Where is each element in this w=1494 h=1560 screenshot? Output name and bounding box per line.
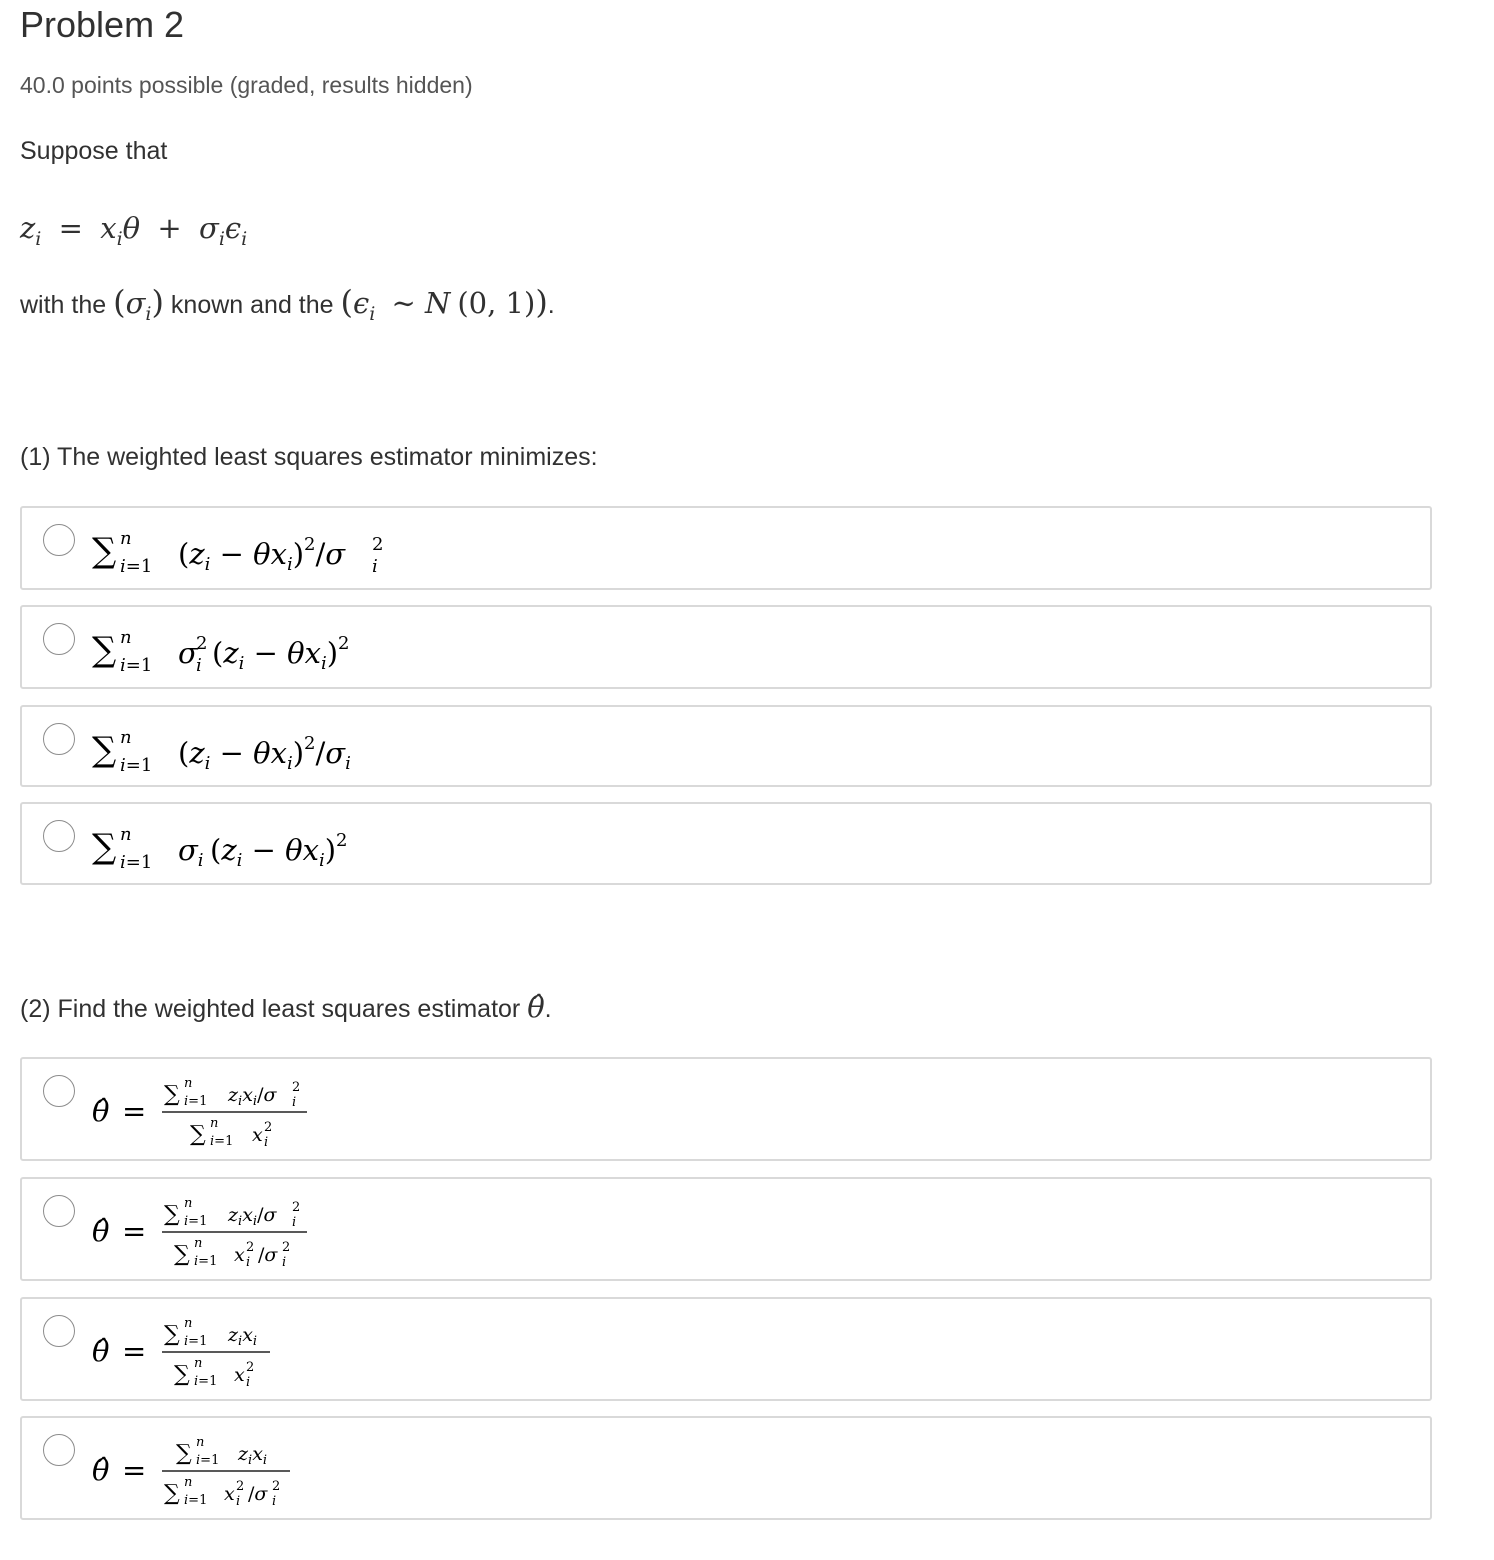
- svg-text:∑: ∑: [164, 1082, 180, 1107]
- svg-text:i: i: [246, 1375, 251, 1390]
- svg-text:∑: ∑: [174, 1362, 190, 1387]
- q2-option-1[interactable]: [20, 1057, 1432, 1161]
- svg-text:=: =: [122, 1214, 147, 1248]
- svg-text:i=1: i=1: [120, 755, 153, 776]
- svg-text:i=1: i=1: [194, 1374, 218, 1389]
- svg-text:n: n: [120, 627, 132, 648]
- svg-text:2: 2: [236, 1479, 245, 1494]
- svg-text:(zi − θxi)2/σi: $(z_i - \theta x_i)^2/\sigma_i$: [178, 733, 351, 774]
- svg-text:x: x: [224, 1483, 235, 1505]
- q1-option-1[interactable]: [20, 506, 1432, 590]
- q2-option-4[interactable]: [20, 1416, 1432, 1520]
- svg-text:2: 2: [264, 1120, 273, 1135]
- svg-text:2: 2: [246, 1360, 255, 1375]
- svg-text:=: =: [122, 1094, 147, 1128]
- svg-text:=: =: [122, 1334, 147, 1368]
- svg-text:2: 2: [292, 1080, 301, 1095]
- svg-text:i=1: i=1: [184, 1493, 208, 1508]
- q1-option-4[interactable]: [20, 802, 1432, 885]
- svg-text:i=1: i=1: [120, 655, 153, 676]
- svg-text:i: i: [282, 1255, 287, 1270]
- svg-text:i=1: i=1: [194, 1254, 218, 1269]
- svg-text:2: 2: [282, 1240, 291, 1255]
- q2-option-4-formula: [92, 1430, 352, 1517]
- svg-text:2: 2: [246, 1240, 255, 1255]
- q2-option-1-radio[interactable]: [43, 1075, 75, 1107]
- svg-text:n: n: [184, 1196, 193, 1211]
- theta-hat-symbol: θ̂: [527, 990, 545, 1024]
- svg-text:zixi: $z_ix_i$: [228, 1324, 258, 1349]
- assumptions-text: with the $(\sigma_i)$ known and the ($\epsilon_i$ ∼ N (0, 1)).: [20, 283, 555, 325]
- q2-option-3[interactable]: [20, 1297, 1432, 1401]
- svg-text:∑: ∑: [92, 630, 117, 670]
- q1-option-1-formula: [92, 522, 412, 585]
- svg-text:i: i: [292, 1095, 297, 1110]
- question1-prompt: (1) The weighted least squares estimator minimizes:: [20, 443, 598, 471]
- svg-text:2: 2: [196, 633, 208, 654]
- q1-option-2[interactable]: [20, 605, 1432, 689]
- svg-text:∑: ∑: [174, 1242, 190, 1267]
- q1-option-4-formula: [92, 818, 392, 881]
- question2-prompt-end: .: [544, 995, 552, 1023]
- problem-title: Problem 2: [20, 4, 185, 45]
- svg-text:i: i: [246, 1255, 251, 1270]
- svg-text:/σ: /σ: [258, 1244, 278, 1266]
- q1-option-3-radio[interactable]: [43, 723, 75, 755]
- svg-text:n: n: [120, 528, 132, 549]
- svg-text:2: 2: [272, 1479, 281, 1494]
- svg-text:(zi − θxi)2: $(z_i - \theta x_i)^2$: [212, 633, 350, 674]
- svg-text:σ: σ: [178, 636, 198, 670]
- svg-text:=: =: [122, 1453, 147, 1487]
- svg-text:i=1: i=1: [184, 1214, 208, 1229]
- svg-text:/σ: /σ: [248, 1483, 268, 1505]
- svg-text:n: n: [120, 824, 132, 845]
- assumptions-prefix: with the: [20, 291, 107, 319]
- svg-text:i=1: i=1: [210, 1134, 234, 1149]
- svg-text:x: x: [234, 1364, 245, 1386]
- svg-text:∑: ∑: [164, 1481, 180, 1506]
- svg-text:n: n: [194, 1356, 203, 1371]
- svg-text:x: x: [252, 1124, 263, 1146]
- svg-text:n: n: [194, 1236, 203, 1251]
- svg-text:n: n: [196, 1435, 205, 1450]
- suppose-text: Suppose that: [20, 137, 168, 165]
- svg-text:(zi − θxi)2: $(z_i - \theta x_i)^2$: [210, 830, 348, 871]
- q1-option-2-radio[interactable]: [43, 623, 75, 655]
- svg-text:i: i: [372, 556, 378, 577]
- svg-text:i=1: i=1: [120, 852, 153, 873]
- svg-text:zixi/σ: $z_ix_i/\sigma$: [228, 1204, 277, 1229]
- q2-option-1-formula: [92, 1071, 352, 1158]
- q2-option-4-radio[interactable]: [43, 1434, 75, 1466]
- svg-text:i: i: [236, 1494, 241, 1509]
- svg-text:σi: $\sigma_i$: [178, 833, 204, 871]
- assumptions-mid: known and the: [170, 291, 334, 319]
- svg-text:i: i: [196, 655, 202, 676]
- svg-text:i: i: [272, 1494, 277, 1509]
- q1-option-3-formula: [92, 721, 412, 784]
- q2-option-2[interactable]: [20, 1177, 1432, 1281]
- svg-text:zixi/σ: $z_ix_i/\sigma$: [228, 1084, 277, 1109]
- svg-text:∑: ∑: [92, 730, 117, 770]
- q2-option-3-radio[interactable]: [43, 1315, 75, 1347]
- svg-text:x: x: [234, 1244, 245, 1266]
- q1-option-3[interactable]: [20, 705, 1432, 787]
- svg-text:zixi: $z_ix_i$: [238, 1443, 268, 1468]
- model-equation: $z_i = x_i\theta + \sigma_i\epsilon_i$: [20, 211, 248, 250]
- svg-text:i=1: i=1: [184, 1334, 208, 1349]
- q1-option-4-radio[interactable]: [43, 820, 75, 852]
- svg-text:i=1: i=1: [196, 1453, 220, 1468]
- svg-text:∑: ∑: [92, 827, 117, 867]
- q1-option-2-formula: [92, 621, 392, 684]
- q1-option-1-radio[interactable]: [43, 524, 75, 556]
- q2-option-2-radio[interactable]: [43, 1195, 75, 1227]
- svg-text:θ̂: θ̂: [92, 1214, 110, 1248]
- svg-text:i: i: [264, 1135, 269, 1150]
- svg-text:θ̂: θ̂: [92, 1094, 110, 1128]
- svg-text:2: 2: [372, 534, 384, 555]
- svg-text:n: n: [184, 1316, 193, 1331]
- svg-text:n: n: [184, 1475, 193, 1490]
- svg-text:∑: ∑: [164, 1322, 180, 1347]
- svg-text:i=1: i=1: [184, 1094, 208, 1109]
- q2-option-3-formula: [92, 1311, 352, 1398]
- svg-text:∑: ∑: [176, 1441, 192, 1466]
- svg-text:∑: ∑: [190, 1122, 206, 1147]
- question2-prompt: [20, 990, 552, 1026]
- svg-text:∑: ∑: [164, 1202, 180, 1227]
- svg-text:(zi − θxi)2/σ: $(z_i - \theta x_i)^2/\sigma$: [178, 534, 346, 575]
- svg-text:n: n: [210, 1116, 219, 1131]
- assumptions-suffix: .: [547, 291, 555, 319]
- svg-text:i=1: i=1: [120, 556, 153, 577]
- svg-text:θ̂: θ̂: [92, 1334, 110, 1368]
- points-possible: 40.0 points possible (graded, results hidden): [20, 72, 473, 98]
- svg-text:i: i: [292, 1215, 297, 1230]
- svg-text:n: n: [120, 727, 132, 748]
- svg-text:θ̂: θ̂: [92, 1453, 110, 1487]
- svg-text:∑: ∑: [92, 531, 117, 571]
- question2-prompt-text: (2) Find the weighted least squares estimator: [20, 995, 521, 1023]
- svg-text:2: 2: [292, 1200, 301, 1215]
- svg-text:n: n: [184, 1076, 193, 1091]
- q2-option-2-formula: [92, 1191, 352, 1278]
